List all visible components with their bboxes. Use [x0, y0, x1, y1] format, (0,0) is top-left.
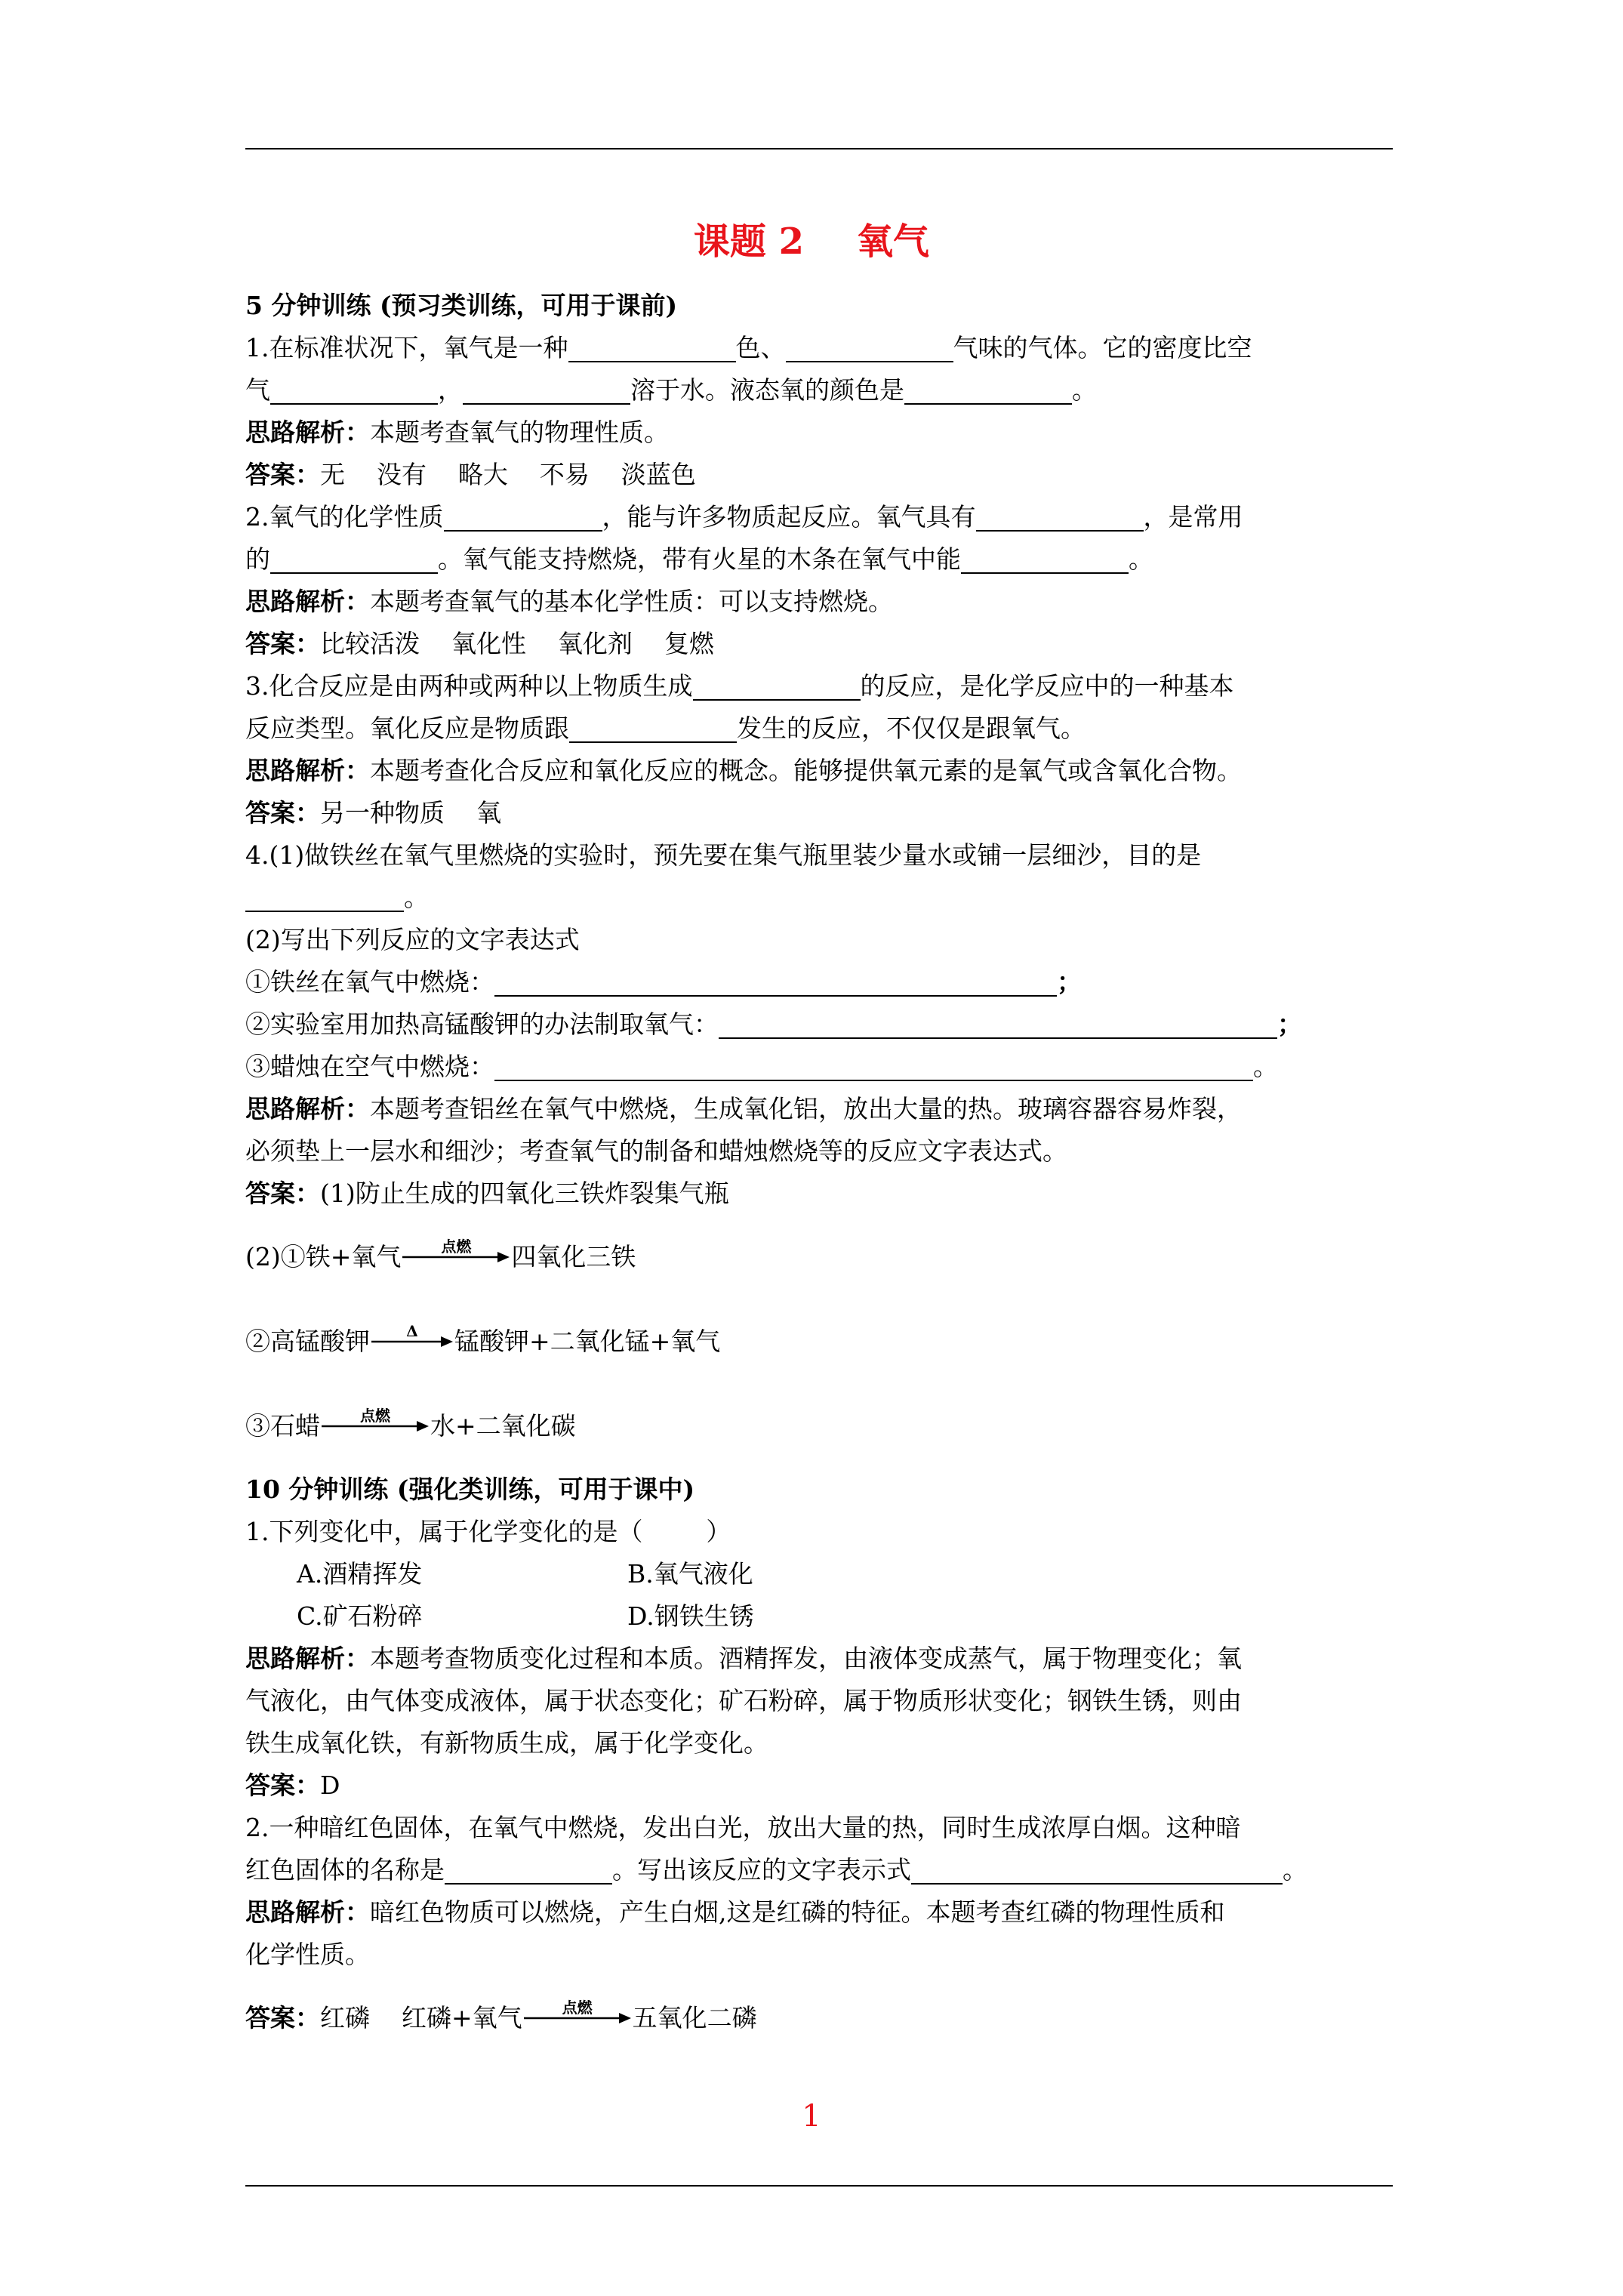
answer-blank — [911, 1853, 1283, 1885]
header-rule — [245, 148, 1393, 149]
question-3-line-2: 反应类型。氧化反应是物质跟 发生的反应，不仅仅是跟氧气。 — [245, 707, 1393, 750]
reaction-arrow: 点燃 — [322, 1420, 429, 1432]
question-4-line-1: 4.(1)做铁丝在氧气里燃烧的实验时，预先要在集气瓶里装少量水或铺一层细沙，目的是 — [245, 840, 1202, 870]
question-3-line-1: 3.化合反应是由两种或两种以上物质生成 的反应，是化学反应中的一种基本 — [245, 665, 1393, 707]
analysis-line-1: 思路解析：本题考查铝丝在氧气中燃烧，生成氧化铝，放出大量的热。玻璃容器容易炸裂， — [245, 1094, 1242, 1123]
question-4-item-3: ③蜡烛在空气中燃烧： 。 — [245, 1046, 1393, 1088]
answer: 答案：(1)防止生成的四氧化三铁炸裂集气瓶 — [245, 1179, 729, 1208]
option-c: C.矿石粉碎 — [297, 1601, 423, 1631]
answer-blank — [270, 373, 438, 405]
answer-blank — [463, 373, 630, 405]
document-body — [245, 285, 1393, 2060]
answer-blank — [961, 542, 1129, 574]
answer-blank — [444, 500, 602, 532]
analysis: 思路解析：本题考查氧气的物理性质。 — [245, 418, 669, 447]
answer-blank — [245, 880, 404, 912]
answer-blank — [904, 373, 1072, 405]
section-heading: 10 分钟训练 (强化类训练，可用于课中) — [245, 1475, 695, 1504]
option-a: A.酒精挥发 — [297, 1559, 423, 1589]
answer-blank — [568, 331, 736, 362]
equation-3: ③石蜡 点燃 水+二氧化碳 — [245, 1407, 576, 1441]
option-d: D.钢铁生锈 — [627, 1601, 754, 1631]
question-1-stem: 1.下列变化中，属于化学变化的是（ ） — [245, 1517, 731, 1546]
equation-1: (2)①铁+氧气 点燃 四氧化三铁 — [245, 1237, 636, 1271]
page-number: 1 — [802, 2099, 821, 2134]
question-2-line-2: 的 。氧气能支持燃烧，带有火星的木条在氧气中能 。 — [245, 538, 1393, 581]
equation-2: ②高锰酸钾 Δ 锰酸钾+二氧化锰+氧气 — [245, 1322, 721, 1356]
answer: 答案：无 没有 略大 不易 淡蓝色 — [245, 460, 696, 489]
answer-blank — [786, 331, 953, 362]
title-topic: 氧气 — [857, 220, 930, 263]
analysis-line-3: 铁生成氧化铁，有新物质生成，属于化学变化。 — [245, 1728, 768, 1758]
question-4-line-2: 。 — [245, 877, 1393, 919]
analysis: 思路解析：本题考查化合反应和氧化反应的概念。能够提供氧元素的是氧气或含氧化合物。 — [245, 756, 1242, 785]
question-1-line-1: 1.在标准状况下，氧气是一种 色、 气味的气体。它的密度比空 — [245, 327, 1393, 369]
analysis-line-2: 必须垫上一层水和细沙；考查氧气的制备和蜡烛燃烧等的反应文字表达式。 — [245, 1136, 1067, 1166]
reaction-arrow: 点燃 — [402, 1251, 510, 1263]
title-lesson-number: 课题 2 — [693, 220, 805, 263]
analysis-line-1: 思路解析：本题考查物质变化过程和本质。酒精挥发，由液体变成蒸气，属于物理变化；氧 — [245, 1644, 1242, 1673]
question-2-line-2: 红色固体的名称是 。写出该反应的文字表示式 。 — [245, 1849, 1393, 1891]
footer-rule — [245, 2185, 1393, 2187]
question-2-line-1: 2.氧气的化学性质 ，能与许多物质起反应。氧气具有 ，是常用 — [245, 496, 1393, 538]
analysis: 思路解析：本题考查氧气的基本化学性质：可以支持燃烧。 — [245, 587, 893, 616]
reaction-arrow: Δ — [371, 1336, 453, 1348]
answer-blank — [270, 542, 438, 574]
question-2-line-1: 2.一种暗红色固体，在氧气中燃烧，发出白光，放出大量的热，同时生成浓厚白烟。这种暗 — [245, 1813, 1241, 1842]
question-4-item-2: ②实验室用加热高锰酸钾的办法制取氧气： ； — [245, 1003, 1393, 1046]
options-row-2 — [245, 1595, 1393, 1638]
answer-blank — [693, 669, 861, 701]
section-heading: 5 分钟训练 (预习类训练，可用于课前) — [245, 291, 678, 320]
answer: 答案：另一种物质 氧 — [245, 798, 501, 827]
answer-blank — [445, 1853, 612, 1885]
answer: 答案：比较活泼 氧化性 氧化剂 复燃 — [245, 629, 714, 658]
answer-blank — [494, 965, 1057, 997]
options-row-1 — [245, 1553, 1393, 1595]
answer-equation: 答案： 红磷 红磷+氧气 点燃 五氧化二磷 — [245, 1999, 757, 2032]
question-1-line-2: 气 ， 溶于水。液态氧的颜色是 。 — [245, 369, 1393, 411]
option-b: B.氧气液化 — [627, 1559, 753, 1589]
answer-blank — [719, 1007, 1277, 1039]
analysis-line-2: 气液化，由气体变成液体，属于状态变化；矿石粉碎，属于物质形状变化；钢铁生锈，则由 — [245, 1686, 1242, 1715]
analysis-line-2: 化学性质。 — [245, 1940, 370, 1969]
question-4-item-1: ①铁丝在氧气中燃烧： ； — [245, 961, 1393, 1003]
question-4-subheading: (2)写出下列反应的文字表达式 — [245, 925, 580, 954]
analysis-line-1: 思路解析：暗红色物质可以燃烧，产生白烟,这是红磷的特征。本题考查红磷的物理性质和 — [245, 1897, 1225, 1927]
answer-blank — [976, 500, 1144, 532]
answer: 答案：D — [245, 1771, 340, 1800]
reaction-arrow: 点燃 — [524, 2012, 631, 2024]
answer-blank — [494, 1049, 1253, 1081]
page-title — [0, 214, 1623, 269]
answer-blank — [569, 711, 737, 743]
